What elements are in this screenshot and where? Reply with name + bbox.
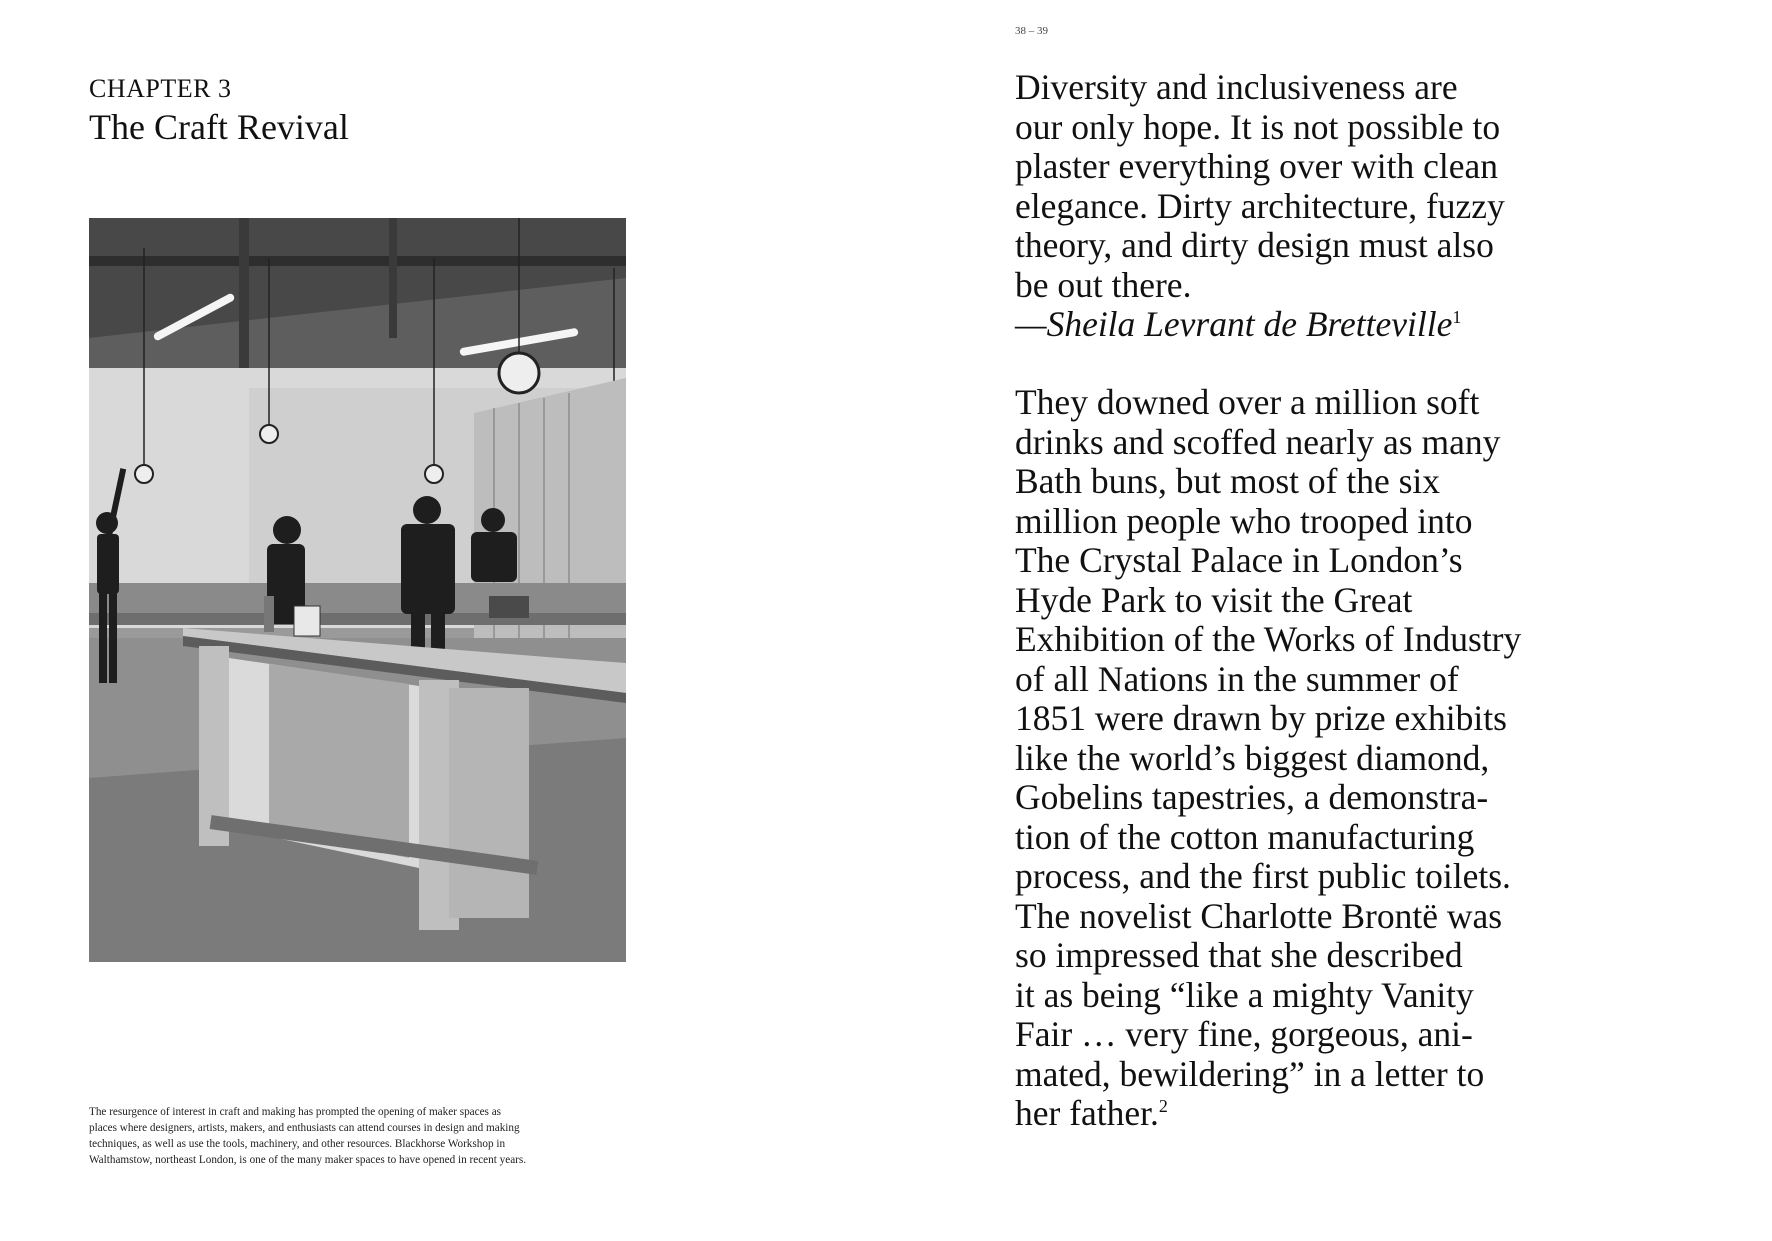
chapter-title: The Craft Revival	[89, 107, 349, 147]
quote-line: be out there.	[1015, 264, 1192, 305]
caption-line: Walthamstow, northeast London, is one of the many maker spaces to have opened in recent years.	[89, 1154, 527, 1166]
quote-attribution	[1015, 305, 1715, 345]
body-line: of all Nations in the summer of	[1015, 658, 1459, 699]
body-line: Exhibition of the Works of Industry	[1015, 619, 1522, 659]
body-line: They downed over a million soft	[1015, 382, 1480, 422]
page-numbers: 38 – 39	[1015, 25, 1048, 37]
quote-line: plaster everything over with clean	[1015, 146, 1499, 186]
body-line: mated, bewildering” in a letter to	[1015, 1053, 1485, 1094]
workshop-photo	[89, 218, 626, 962]
right-page	[886, 0, 1772, 1241]
body-line-last	[1015, 1094, 1735, 1134]
body-line: million people who trooped into	[1015, 500, 1473, 541]
photo-caption	[89, 1104, 634, 1168]
body-line: so impressed that she described	[1015, 935, 1463, 975]
chapter-label	[89, 74, 231, 104]
epigraph-quote	[1015, 68, 1715, 345]
body-line: process, and the first public toilets.	[1015, 856, 1511, 896]
body-line: Gobelins tapestries, a demonstra-	[1015, 777, 1489, 817]
body-line: like the world’s biggest diamond,	[1015, 737, 1490, 778]
body-line: Fair … very fine, gorgeous, ani-	[1015, 1014, 1473, 1054]
caption-line: places where designers, artists, makers, and enthusiasts can attend courses in design and making	[89, 1122, 520, 1134]
body-line: it as being “like a mighty Vanity	[1015, 974, 1474, 1015]
caption-line: The resurgence of interest in craft and making has prompted the opening of maker spaces as	[89, 1106, 502, 1118]
body-line: drinks and scoffed nearly as many	[1015, 421, 1501, 462]
caption-line: techniques, as well as use the tools, machinery, and other resources. Blackhorse Workshop in	[89, 1138, 506, 1150]
footnote-marker: 1	[1452, 307, 1462, 328]
body-line-text: her father.	[1015, 1093, 1159, 1133]
body-line: tion of the cotton manufacturing	[1015, 816, 1475, 857]
body-line: The Crystal Palace in London’s	[1015, 540, 1463, 580]
body-line: The novelist Charlotte Brontë was	[1015, 895, 1503, 936]
body-line: 1851 were drawn by prize exhibits	[1015, 698, 1507, 738]
quote-line: our only hope. It is not possible to	[1015, 106, 1501, 147]
body-line: Bath buns, but most of the six	[1015, 461, 1441, 501]
quote-line: theory, and dirty design must also	[1015, 225, 1494, 265]
body-line: Hyde Park to visit the Great	[1015, 579, 1413, 620]
footnote-marker: 2	[1158, 1096, 1168, 1117]
chapter-label-text: CHAPTER 3	[89, 74, 232, 103]
quote-line: elegance. Dirty architecture, fuzzy	[1015, 185, 1505, 226]
body-paragraph	[1015, 383, 1735, 1134]
attribution-text: —Sheila Levrant de Bretteville	[1015, 304, 1453, 344]
quote-line: Diversity and inclusiveness are	[1015, 67, 1458, 107]
